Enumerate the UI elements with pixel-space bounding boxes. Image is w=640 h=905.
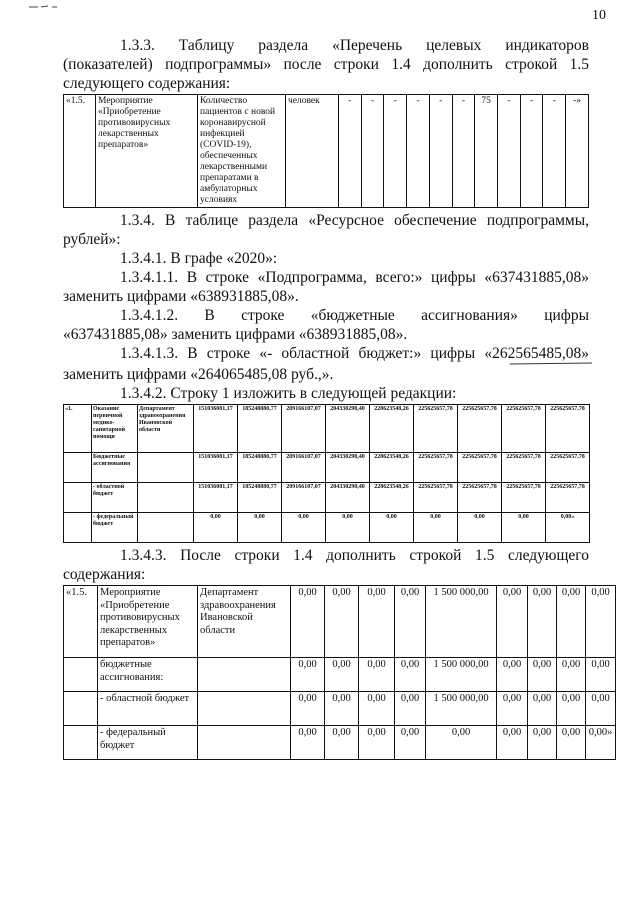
measure-name: Мероприятие «Приобретение противовирусных лекарственных препаратов» (96, 95, 198, 208)
value-cell: 0,00 (426, 726, 497, 760)
value-cell: 0,00 (395, 658, 426, 692)
value-cell: 151036081,17 (194, 405, 238, 453)
page-number: 10 (592, 8, 606, 23)
row-name: - областной бюджет (92, 483, 138, 513)
value-cell: 204330298,40 (326, 405, 370, 453)
scan-mark (28, 2, 58, 10)
table-row (64, 405, 590, 453)
paragraph-1-3-4-1-1: 1.3.4.1.1. В строке «Подпрограмма, всего:» цифры «637431885,08» (120, 269, 589, 286)
value-cell: - (361, 95, 384, 208)
value-cell: 0,00 (325, 586, 359, 658)
row-name: - федеральный бюджет (98, 726, 198, 760)
paragraph-text: рублей»: (63, 231, 121, 248)
table-row (64, 586, 616, 658)
value-cell: 0,00 (291, 586, 325, 658)
value-cell: 225625657,78 (414, 483, 458, 513)
value-cell: 0,00 (359, 726, 395, 760)
value-cell: 0,00 (557, 726, 586, 760)
value-cell: 75 (475, 95, 498, 208)
value-cell: 0,00 (497, 726, 528, 760)
paragraph-text: содержания: (63, 566, 146, 583)
value-cell: 151036081,17 (194, 453, 238, 483)
value-cell: 0,00 (586, 692, 616, 726)
value-cell: 0,00 (395, 692, 426, 726)
value-cell: 0,00 (557, 658, 586, 692)
value-cell: 0,00 (586, 586, 616, 658)
value-cell: 0,00» (546, 513, 590, 543)
value-cell: -» (566, 95, 589, 208)
value-cell: 185248880,77 (238, 483, 282, 513)
value-cell: 225625657,78 (546, 453, 590, 483)
resources-table-row-1-5 (63, 585, 616, 760)
value-cell: 0,00 (528, 692, 557, 726)
value-cell: 0,00 (528, 586, 557, 658)
value-cell: 225625657,78 (414, 453, 458, 483)
document-body (63, 36, 613, 763)
paragraph-text: следующего содержания: (63, 75, 231, 92)
row-name: - областной бюджет (98, 692, 198, 726)
row-number (64, 692, 98, 726)
value-cell: 0,00 (497, 586, 528, 658)
paragraph-1-3-4-2: 1.3.4.2. Строку 1 изложить в следующей редакции: (120, 385, 457, 402)
value-cell: - (520, 95, 543, 208)
value-cell: 204330298,40 (326, 483, 370, 513)
table-row (64, 692, 616, 726)
row-name: Мероприятие «Приобретение противовирусных лекарственных препаратов» (98, 586, 198, 658)
paragraph-1-3-4-3: 1.3.4.3. После строки 1.4 дополнить строкой 1.5 следующего (120, 547, 589, 564)
value-cell: 225625657,78 (546, 405, 590, 453)
value-cell: - (384, 95, 407, 208)
value-cell: - (498, 95, 521, 208)
paragraph-text: заменить цифрами «264065485,08 руб.,». (63, 366, 334, 383)
value-cell: 0,00 (291, 658, 325, 692)
row-number (64, 453, 92, 483)
unit: человек (286, 95, 339, 208)
value-cell: 0,00 (497, 658, 528, 692)
value-cell: 225625657,78 (458, 483, 502, 513)
value-cell: 209166107,07 (282, 483, 326, 513)
indicators-table (63, 94, 589, 208)
paragraph-text: «637431885,08» заменить цифрами «638931885,08». (63, 326, 408, 343)
executor (198, 692, 291, 726)
value-cell: 0,00 (557, 692, 586, 726)
executor (198, 726, 291, 760)
executor (138, 513, 194, 543)
value-cell: 151036081,17 (194, 483, 238, 513)
value-cell: 225625657,78 (502, 405, 546, 453)
paragraph-text: заменить цифрами «638931885,08». (63, 288, 299, 305)
value-cell: 0,00 (291, 692, 325, 726)
value-cell: 185248880,77 (238, 405, 282, 453)
paragraph-1-3-4-1: 1.3.4.1. В графе «2020»: (120, 250, 278, 267)
row-name: Бюджетные ассигнования (92, 453, 138, 483)
value-cell: 209166107,07 (282, 453, 326, 483)
value-cell: 0,00 (502, 513, 546, 543)
value-cell: 185248880,77 (238, 453, 282, 483)
value-cell: 0,00 (325, 658, 359, 692)
value-cell: 0,00» (586, 726, 616, 760)
executor: Департамент здравоохранения Ивановской области (138, 405, 194, 453)
table-row (64, 513, 590, 543)
value-cell: 0,00 (359, 586, 395, 658)
value-cell: 0,00 (325, 692, 359, 726)
row-number (64, 483, 92, 513)
value-cell: - (543, 95, 566, 208)
table-row (64, 95, 589, 208)
value-cell: 0,00 (326, 513, 370, 543)
value-cell: 225625657,78 (502, 453, 546, 483)
value-cell: 204330298,40 (326, 453, 370, 483)
paragraph-1-3-3: 1.3.3. Таблицу раздела «Перечень целевых индикаторов (120, 37, 589, 54)
value-cell: 209166107,07 (282, 405, 326, 453)
value-cell: 228623548,26 (370, 405, 414, 453)
row-number (64, 726, 98, 760)
value-cell: 0,00 (325, 726, 359, 760)
table-row (64, 726, 616, 760)
value-cell: 0,00 (528, 726, 557, 760)
value-cell: 0,00 (359, 658, 395, 692)
indicator-name: Количество пациентов с новой коронавирусной инфекцией (COVID-19), обеспеченных лекарственными препаратами в амбулаторных условиях (198, 95, 286, 208)
value-cell: - (452, 95, 475, 208)
row-number: «1.5. (64, 586, 98, 658)
value-cell: 0,00 (528, 658, 557, 692)
resources-table-row1 (63, 404, 590, 543)
value-cell: 225625657,78 (414, 405, 458, 453)
value-cell: 225625657,78 (458, 453, 502, 483)
row-number (64, 658, 98, 692)
value-cell: 0,00 (282, 513, 326, 543)
value-cell: 225625657,78 (546, 483, 590, 513)
value-cell: 225625657,78 (458, 405, 502, 453)
row-name: - федеральный бюджет (92, 513, 138, 543)
value-cell: - (429, 95, 452, 208)
executor: Департамент здравоохранения Ивановской области (198, 586, 291, 658)
table-row (64, 453, 590, 483)
row-number (64, 513, 92, 543)
value-cell: 228623548,26 (370, 453, 414, 483)
paragraph-1-3-4-1-2: 1.3.4.1.2. В строке «бюджетные ассигнования» цифры (120, 307, 589, 324)
value-cell: 0,00 (395, 586, 426, 658)
value-cell: 0,00 (291, 726, 325, 760)
paragraph-1-3-4-1-3 (120, 344, 589, 365)
value-cell: 0,00 (370, 513, 414, 543)
row-number: «1.5. (64, 95, 96, 208)
value-cell: 0,00 (359, 692, 395, 726)
value-cell: 0,00 (395, 726, 426, 760)
paragraph-1-3-4: 1.3.4. В таблице раздела «Ресурсное обеспечение подпрограммы, (120, 212, 589, 229)
executor (198, 658, 291, 692)
value-cell: 225625657,78 (502, 483, 546, 513)
value-cell: 228623548,26 (370, 483, 414, 513)
table-row (64, 658, 616, 692)
value-cell: 0,00 (194, 513, 238, 543)
value-cell: 0,00 (238, 513, 282, 543)
value-cell: - (339, 95, 362, 208)
value-cell: 0,00 (557, 586, 586, 658)
row-name: бюджетные ассигнования: (98, 658, 198, 692)
paragraph-text: 1.3.4.1.3. В строке «- областной бюджет:» цифры «262565485,08» (120, 345, 589, 362)
executor (138, 483, 194, 513)
value-cell: 1 500 000,00 (426, 586, 497, 658)
value-cell: 0,00 (586, 658, 616, 692)
value-cell: - (407, 95, 430, 208)
value-cell: 0,00 (458, 513, 502, 543)
value-cell: 0,00 (497, 692, 528, 726)
value-cell: 0,00 (414, 513, 458, 543)
value-cell: 1 500 000,00 (426, 692, 497, 726)
row-name: Оказание первичной медико-санитарной помощи (92, 405, 138, 453)
executor (138, 453, 194, 483)
row-number: «1. (64, 405, 92, 453)
table-row (64, 483, 590, 513)
value-cell: 1 500 000,00 (426, 658, 497, 692)
paragraph-text: (показателей) подпрограммы» после строки 1.4 дополнить строкой 1.5 (63, 56, 589, 73)
